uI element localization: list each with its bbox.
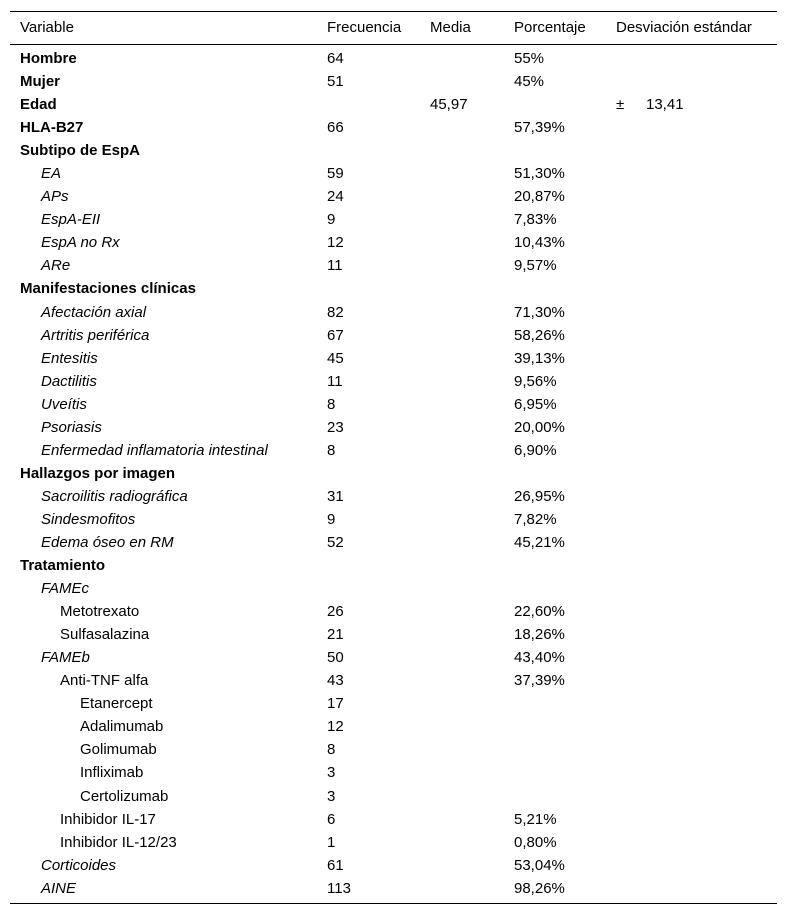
cell-sd: 13,41 <box>646 96 684 114</box>
cell-frecuencia: 24 <box>327 188 344 206</box>
table-row <box>10 738 777 761</box>
row-label: EspA-EII <box>41 211 101 229</box>
cell-porcentaje: 45,21% <box>514 533 565 551</box>
table-row <box>10 277 777 300</box>
cell-frecuencia: 8 <box>327 741 336 759</box>
row-label: Etanercept <box>80 695 153 713</box>
row-label: Inhibidor IL-17 <box>60 810 156 828</box>
table-row <box>10 185 777 208</box>
cell-frecuencia: 50 <box>327 649 344 667</box>
cell-frecuencia: 66 <box>327 119 344 137</box>
cell-frecuencia: 113 <box>327 879 351 897</box>
table-row <box>10 877 777 900</box>
cell-porcentaje: 57,39% <box>514 119 565 137</box>
table-row <box>10 577 777 600</box>
row-label: FAMEc <box>41 580 90 598</box>
cell-porcentaje: 71,30% <box>514 303 565 321</box>
table-row <box>10 139 777 162</box>
row-label: Certolizumab <box>80 787 169 805</box>
cell-porcentaje: 10,43% <box>514 234 565 252</box>
row-label: Tratamiento <box>20 557 106 575</box>
table-row <box>10 715 777 738</box>
cell-media: 45,97 <box>430 96 468 114</box>
row-label: Edad <box>20 96 57 114</box>
row-label: Uveítis <box>41 395 87 413</box>
row-label: ARe <box>41 257 71 275</box>
header-desviacion: Desviación estándar <box>616 19 752 36</box>
row-label: Enfermedad inflamatoria intestinal <box>41 441 268 459</box>
row-label: Hombre <box>20 50 77 67</box>
cell-frecuencia: 67 <box>327 326 344 344</box>
cell-frecuencia: 52 <box>327 533 344 551</box>
cell-frecuencia: 8 <box>327 441 336 459</box>
row-label: Adalimumab <box>80 718 164 736</box>
table-row <box>10 162 777 185</box>
cell-porcentaje: 0,80% <box>514 833 557 851</box>
table-row <box>10 347 777 370</box>
cell-frecuencia: 3 <box>327 787 336 805</box>
cell-frecuencia: 11 <box>327 257 343 275</box>
cell-frecuencia: 3 <box>327 764 336 782</box>
table-row <box>10 692 777 715</box>
table-row <box>10 646 777 669</box>
table-row <box>10 785 777 808</box>
table-row <box>10 854 777 877</box>
cell-frecuencia: 61 <box>327 856 344 874</box>
row-label: Mujer <box>20 73 61 91</box>
cell-porcentaje: 51,30% <box>514 165 565 183</box>
cell-porcentaje: 39,13% <box>514 349 565 367</box>
cell-frecuencia: 11 <box>327 372 343 390</box>
cell-porcentaje: 6,90% <box>514 441 557 459</box>
cell-porcentaje: 6,95% <box>514 395 557 413</box>
cell-porcentaje: 53,04% <box>514 856 565 874</box>
table-row <box>10 600 777 623</box>
table-row <box>10 831 777 854</box>
table-row <box>10 508 777 531</box>
cell-frecuencia: 1 <box>327 833 336 851</box>
cell-porcentaje: 55% <box>514 50 545 67</box>
cell-frecuencia: 6 <box>327 810 336 828</box>
table-row <box>10 462 777 485</box>
header-variable: Variable <box>20 19 74 36</box>
cell-frecuencia: 12 <box>327 718 344 736</box>
row-label: Sulfasalazina <box>60 626 150 644</box>
row-label: Sacroilitis radiográfica <box>41 487 188 505</box>
row-label: Psoriasis <box>41 418 102 436</box>
cell-porcentaje: 45% <box>514 73 545 91</box>
table-row <box>10 324 777 347</box>
cell-frecuencia: 59 <box>327 165 344 183</box>
row-label: Sindesmofitos <box>41 510 136 528</box>
cell-porcentaje: 43,40% <box>514 649 565 667</box>
cell-frecuencia: 26 <box>327 603 344 621</box>
cell-porcentaje: 18,26% <box>514 626 565 644</box>
cell-porcentaje: 7,82% <box>514 510 557 528</box>
row-label: Edema óseo en RM <box>41 533 174 551</box>
table-row <box>10 669 777 692</box>
table-row <box>10 231 777 254</box>
row-label: Inhibidor IL-12/23 <box>60 833 177 851</box>
table-row <box>10 393 777 416</box>
cell-frecuencia: 45 <box>327 349 344 367</box>
row-label: EspA no Rx <box>41 234 120 252</box>
row-label: Golimumab <box>80 741 157 759</box>
cell-frecuencia: 9 <box>327 211 336 229</box>
cell-frecuencia: 8 <box>327 395 336 413</box>
cell-porcentaje: 20,00% <box>514 418 565 436</box>
table-row <box>10 623 777 646</box>
table-row <box>10 485 777 508</box>
row-label: Corticoides <box>41 856 117 874</box>
table-row <box>10 439 777 462</box>
row-label: Anti-TNF alfa <box>60 672 149 690</box>
cell-porcentaje: 20,87% <box>514 188 565 206</box>
table-row <box>10 116 777 139</box>
cell-porcentaje: 7,83% <box>514 211 557 229</box>
cell-frecuencia: 23 <box>327 418 344 436</box>
header-frecuencia: Frecuencia <box>327 19 402 36</box>
cell-porcentaje: 22,60% <box>514 603 565 621</box>
row-label: Afectación axial <box>41 303 147 321</box>
row-label: Dactilitis <box>41 372 97 390</box>
cell-frecuencia: 31 <box>327 487 344 505</box>
row-label: AINE <box>41 879 77 897</box>
table-row <box>10 208 777 231</box>
cell-porcentaje: 9,56% <box>514 372 557 390</box>
cell-frecuencia: 43 <box>327 672 344 690</box>
table-row <box>10 254 777 277</box>
row-label: Metotrexato <box>60 603 140 621</box>
table-row <box>10 301 777 324</box>
cell-frecuencia: 51 <box>327 73 344 91</box>
row-label: Entesitis <box>41 349 98 367</box>
row-label: Subtipo de EspA <box>20 142 140 160</box>
table-row <box>10 761 777 784</box>
row-label: APs <box>41 188 69 206</box>
cell-frecuencia: 17 <box>327 695 344 713</box>
row-label: Artritis periférica <box>41 326 150 344</box>
header-media: Media <box>430 19 471 36</box>
cell-sd-sign: ± <box>616 96 625 114</box>
table-bottom-rule <box>10 903 777 904</box>
row-label: Hallazgos por imagen <box>20 464 176 482</box>
row-label: EA <box>41 165 62 183</box>
table-body <box>10 47 777 900</box>
row-label: Manifestaciones clínicas <box>20 280 196 298</box>
cell-porcentaje: 98,26% <box>514 879 565 897</box>
cell-frecuencia: 9 <box>327 510 336 528</box>
row-label: FAMEb <box>41 649 90 667</box>
table-row <box>10 70 777 93</box>
cell-frecuencia: 64 <box>327 50 344 67</box>
table-row <box>10 93 777 116</box>
data-table <box>10 11 777 900</box>
table-row <box>10 416 777 439</box>
cell-frecuencia: 82 <box>327 303 344 321</box>
table-row <box>10 47 777 70</box>
cell-porcentaje: 9,57% <box>514 257 557 275</box>
table-row <box>10 554 777 577</box>
cell-porcentaje: 5,21% <box>514 810 557 828</box>
header-porcentaje: Porcentaje <box>514 19 586 36</box>
cell-porcentaje: 58,26% <box>514 326 565 344</box>
cell-porcentaje: 26,95% <box>514 487 565 505</box>
table-header <box>10 11 777 45</box>
cell-frecuencia: 12 <box>327 234 344 252</box>
table-row <box>10 531 777 554</box>
row-label: HLA-B27 <box>20 119 84 137</box>
table-row <box>10 808 777 831</box>
cell-frecuencia: 21 <box>327 626 344 644</box>
table-row <box>10 370 777 393</box>
row-label: Infliximab <box>80 764 144 782</box>
cell-porcentaje: 37,39% <box>514 672 565 690</box>
